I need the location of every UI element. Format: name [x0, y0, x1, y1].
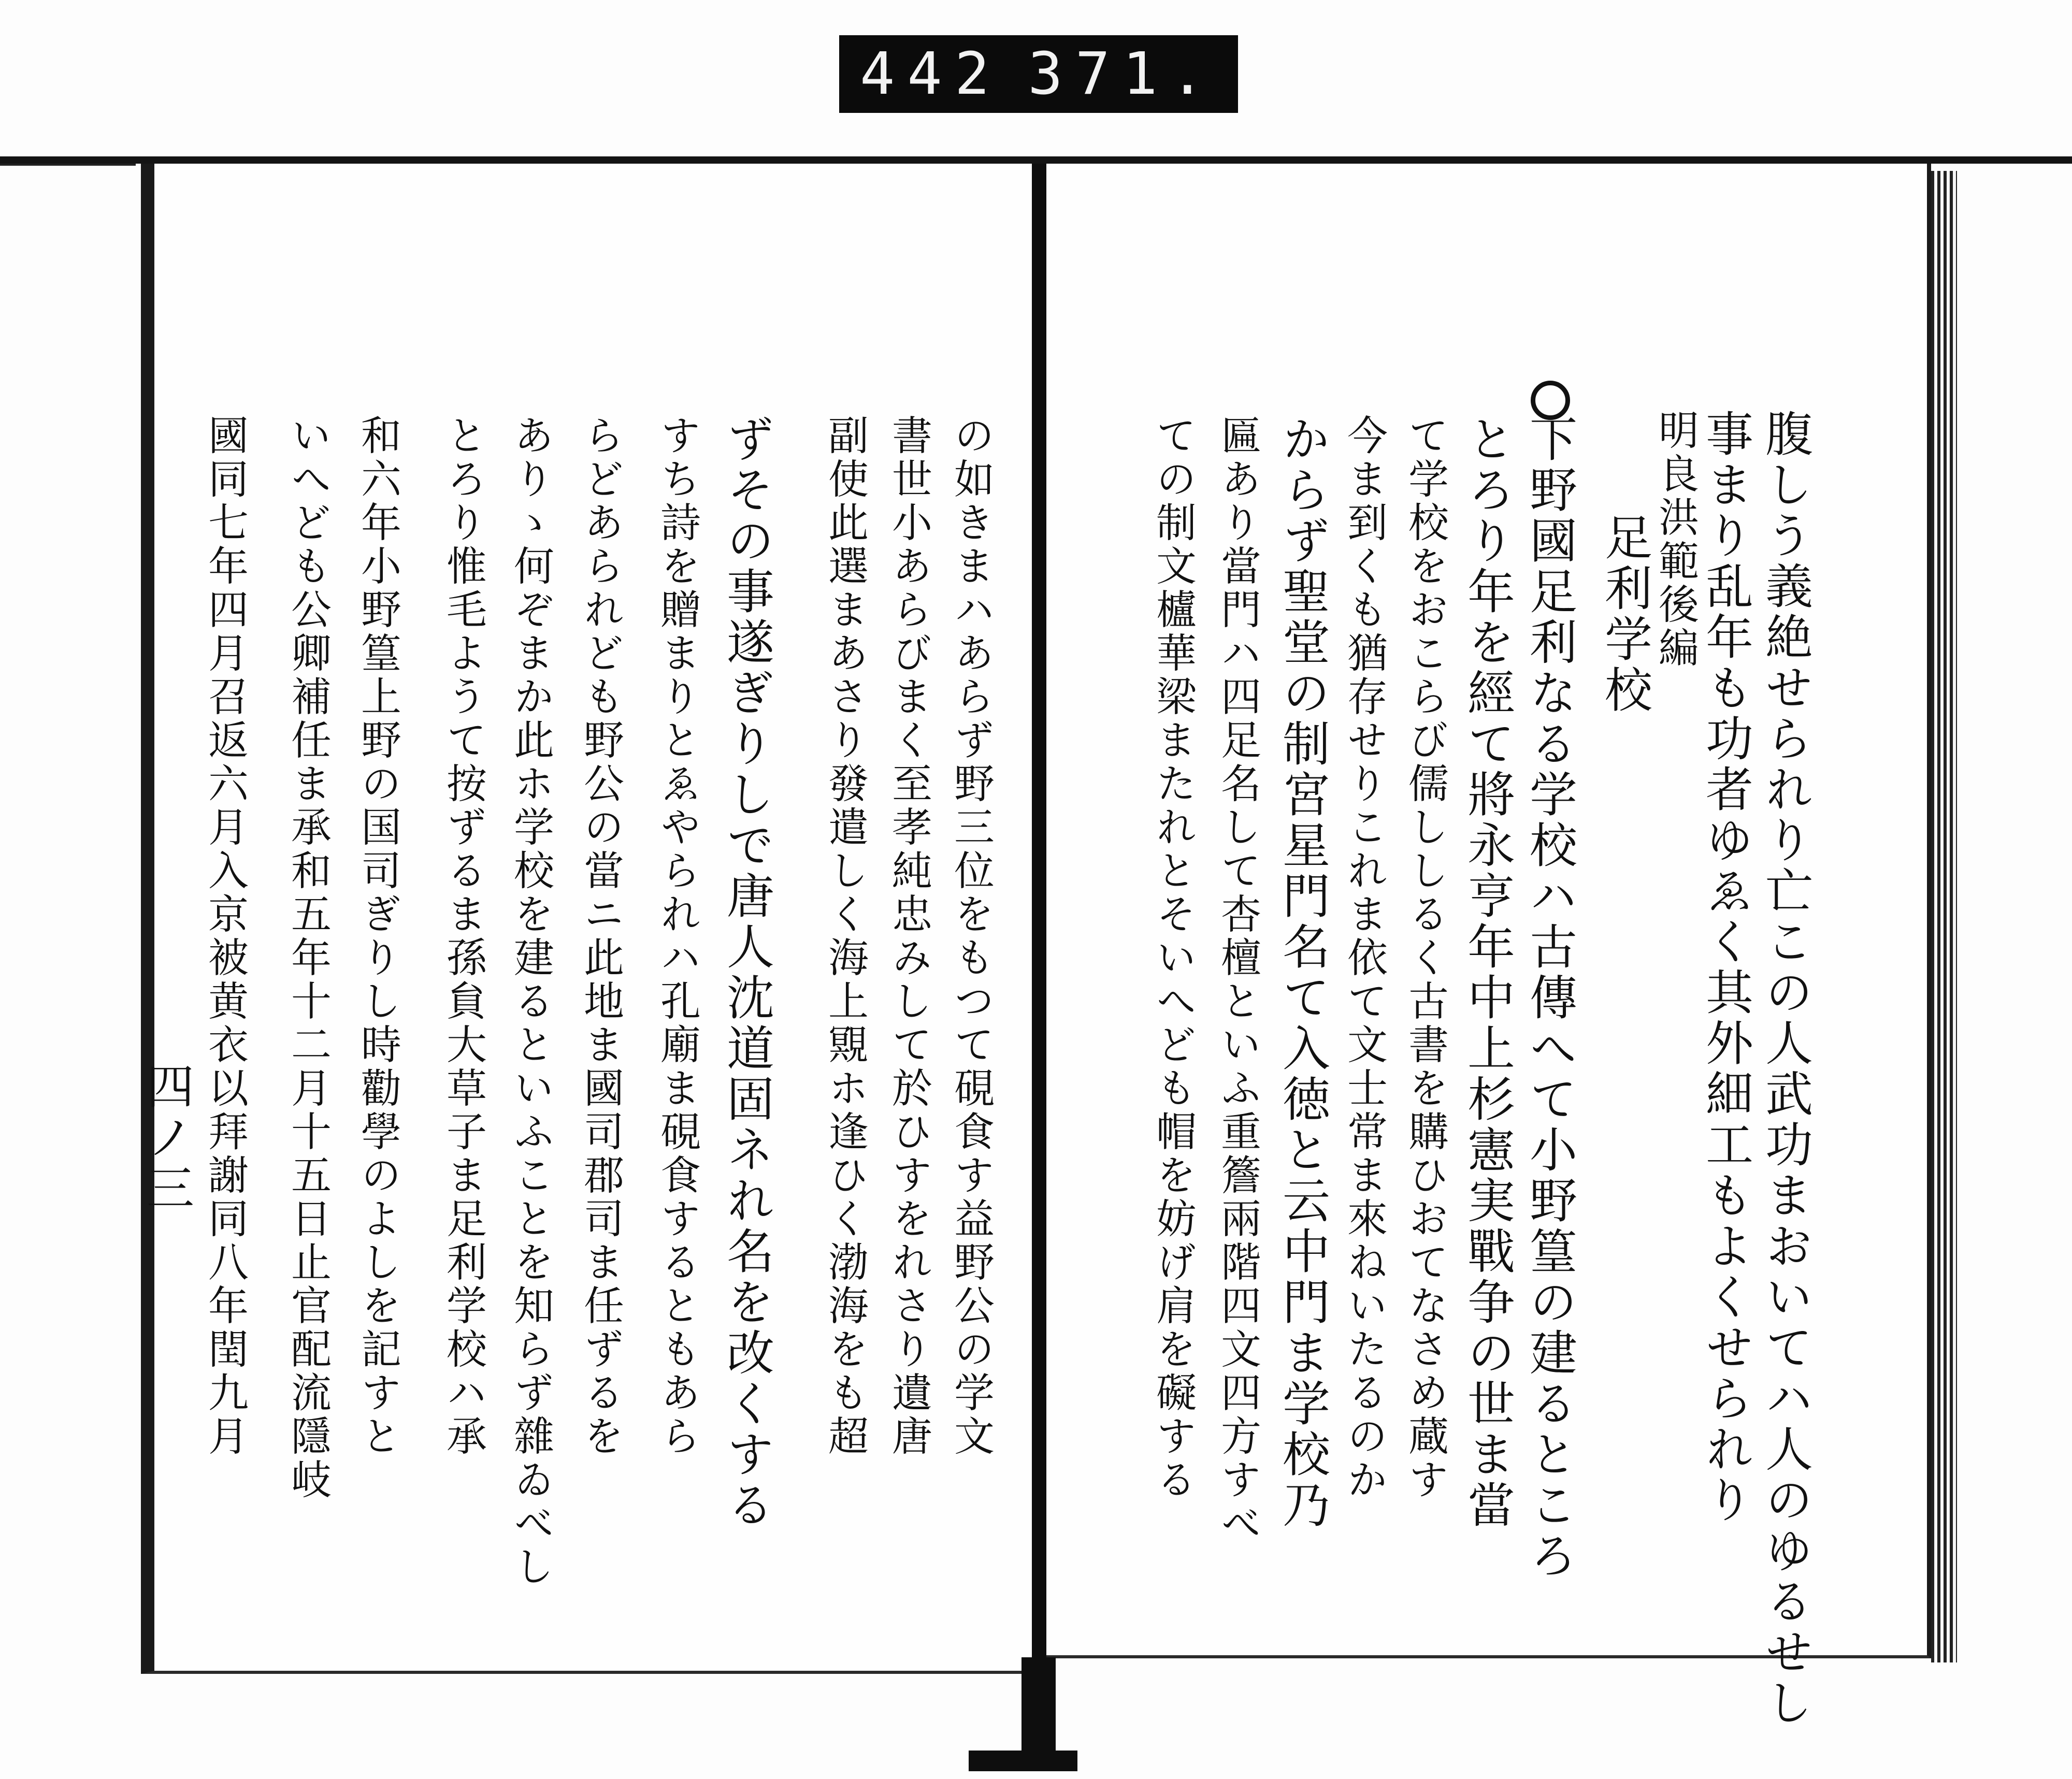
left-col-4: ずその事遂ぎりしで唐人沈道固ネれ名を改くする [719, 414, 774, 1531]
left-col-5: すち詩を贈まりとゑやられハ孔廟ま硯食するともあら [654, 414, 700, 1458]
right-col-8: 今ま到くも猶存せりこれま依て文士常ま來ねいたるのか [1341, 414, 1387, 1502]
right-col-11: ての制文櫨華梁またれとそいへども帽を妨げ肩を礙する [1149, 414, 1196, 1502]
right-col-2: 事まり乱年も功者ゆゑく其外細工もよくせられり [1698, 409, 1753, 1526]
page-block-edge [1931, 171, 1957, 1662]
right-col-1: 腹しう義絶せられり亡この人武功まおいてハ人のゆるせし [1758, 409, 1813, 1729]
right-col-7: て学校をおこらび儒ししるく古書を購ひおてなさめ蔵す [1402, 414, 1448, 1502]
left-col-10: いへども公卿補任ま承和五年十二月十五日止官配流隱岐 [284, 414, 331, 1502]
left-col-11: 國同七年四月召返六月入京被黄衣以拜謝同八年閏九月 [202, 414, 248, 1458]
right-col-9: からず聖堂の制宮星門名て入徳と云中門ま学校乃 [1275, 414, 1330, 1531]
left-col-1: の如きまハあらず野三位をもつて硯食す益野公の学文 [947, 414, 994, 1458]
left-col-7: ありゝ何ぞまか此ホ学校を建るといふことを知らず雜ゐべし [507, 414, 554, 1589]
top-edge-rule [0, 156, 2072, 164]
folio-number: 四ノ三 [139, 1062, 194, 1214]
left-col-3: 副使此選まあさり發遣しく海上覭ホ逢ひく渤海をも超 [822, 414, 868, 1458]
left-col-8: とろり惟毛ようて按ずるま孫貟大草子ま足利学校ハ承 [440, 414, 486, 1458]
left-col-6: らどあられども野公の當ニ此地ま國司郡司ま任ずるを [577, 414, 624, 1458]
right-col-3-source: 明良洪範後編 [1652, 409, 1699, 670]
catalog-number-right: 371. [1028, 40, 1217, 108]
spine-foot [969, 1751, 1077, 1771]
book-spine [1032, 164, 1046, 1686]
left-col-2: 書世小あらびまく至孝純忠みして於ひすをれさり遺唐 [885, 414, 932, 1458]
catalog-number-left: 442 [860, 40, 1002, 108]
right-col-4-heading: 足利学校 [1597, 513, 1652, 716]
left-page-stub [0, 164, 136, 166]
catalog-label [839, 35, 1238, 113]
spine-base [1021, 1657, 1056, 1766]
right-col-6: とろり年を經て將永亨年中上杉憲実戰争の世ま當 [1460, 414, 1515, 1531]
right-col-10: 匾あり當門ハ四足名して杏檀といふ重簷兩階四文四方すべ [1214, 414, 1261, 1545]
right-col-5: 下野國足利なる学校ハ古傳へて小野篁の建るところ [1522, 414, 1577, 1582]
left-col-9: 和六年小野篁上野の国司ぎりし時勸學のよしを記すと [354, 414, 401, 1458]
